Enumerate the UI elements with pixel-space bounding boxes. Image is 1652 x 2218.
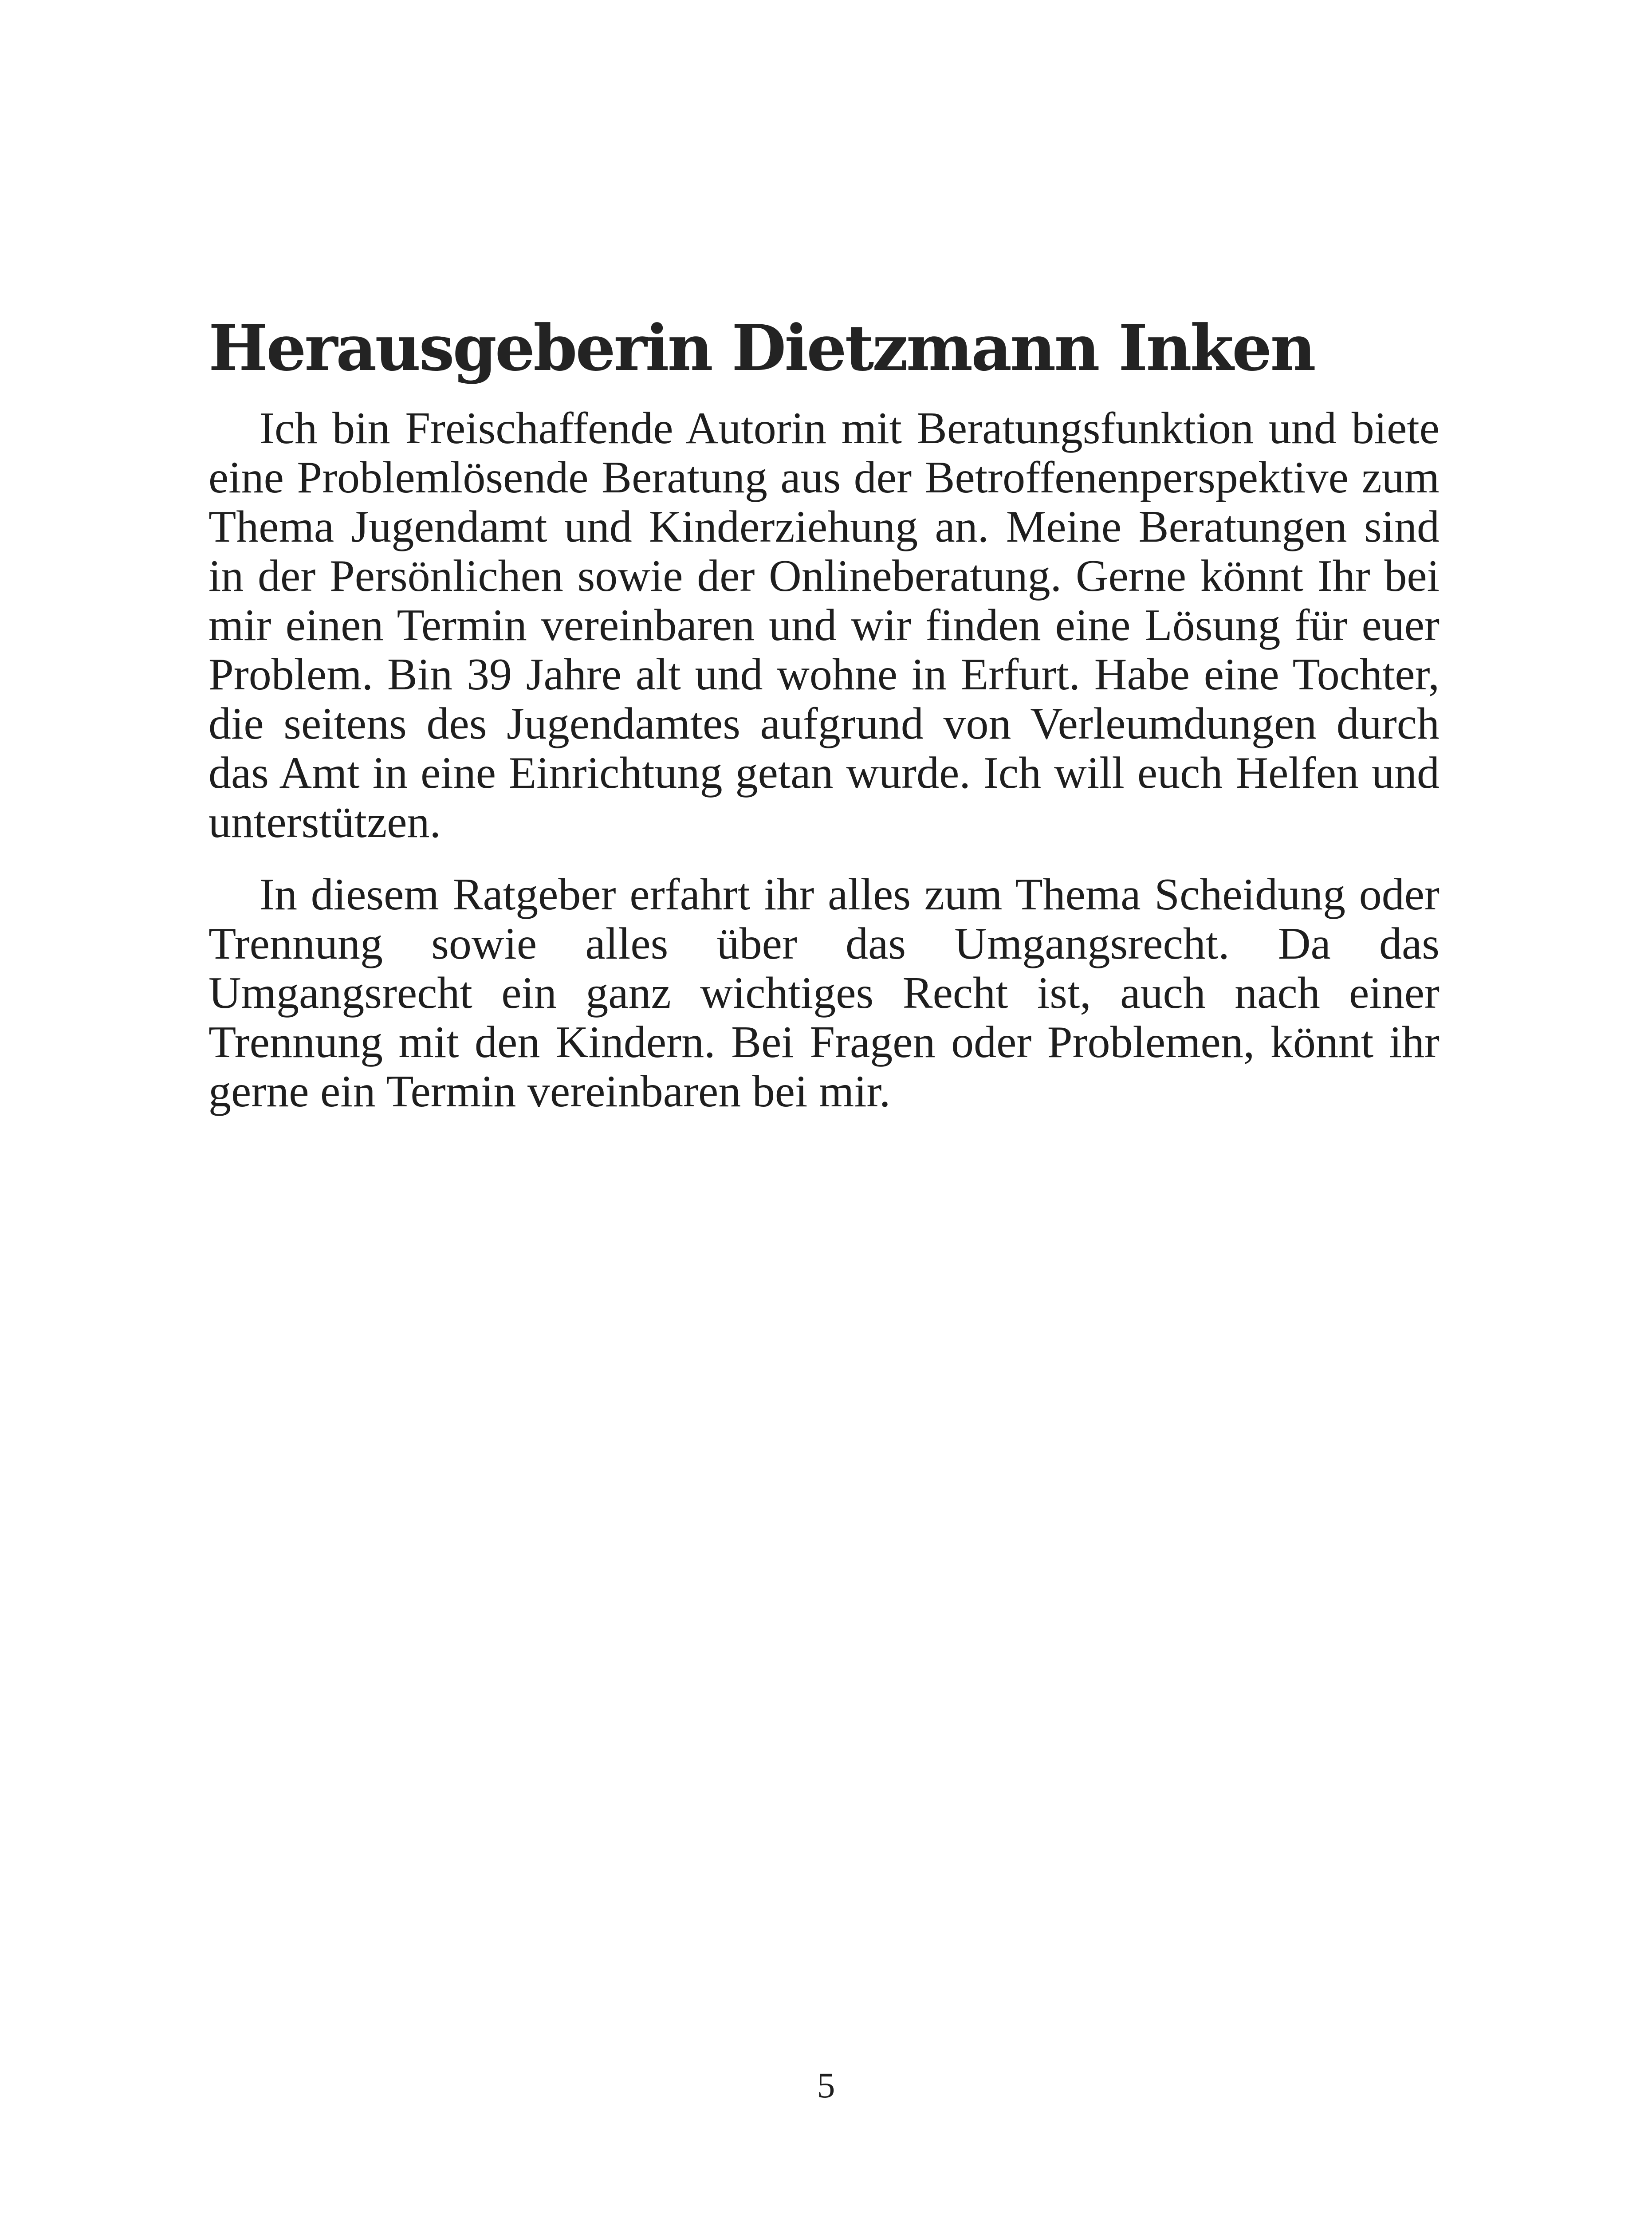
body-paragraph-2: In diesem Ratgeber erfahrt ihr alles zum Thema Scheidung oder Trennung sowie alles über das Umgangsrecht. Da das Umgangsrecht ein ganz wichtiges Recht ist, auch nach einer Trennung mit den Kindern. Bei Fragen oder Problemen, könnt ihr gerne ein Termin vereinbaren bei mir. bbox=[208, 869, 1440, 1117]
body-paragraph-1: Ich bin Freischaffende Autorin mit Beratungsfunktion und biete eine Problemlösende Beratung aus der Betroffenenperspektive zum Thema Jugendamt und Kinderziehung an. Meine Beratungen sind in der Persönlichen sowie der Onlineberatung. Gerne könnt Ihr bei mir einen Termin vereinbaren und wir finden eine Lösung für euer Problem. Bin 39 Jahre alt und wohne in Erfurt. Habe eine Tochter, die seitens des Jugendamtes aufgrund von Verleumdungen durch das Amt in eine Einrichtung getan wurde. Ich will euch Helfen und unterstützen. bbox=[208, 403, 1440, 848]
page-content bbox=[208, 311, 1440, 1139]
page-number: 5 bbox=[817, 2065, 835, 2105]
page-heading: Herausgeberin Dietzmann Inken bbox=[208, 311, 1314, 385]
